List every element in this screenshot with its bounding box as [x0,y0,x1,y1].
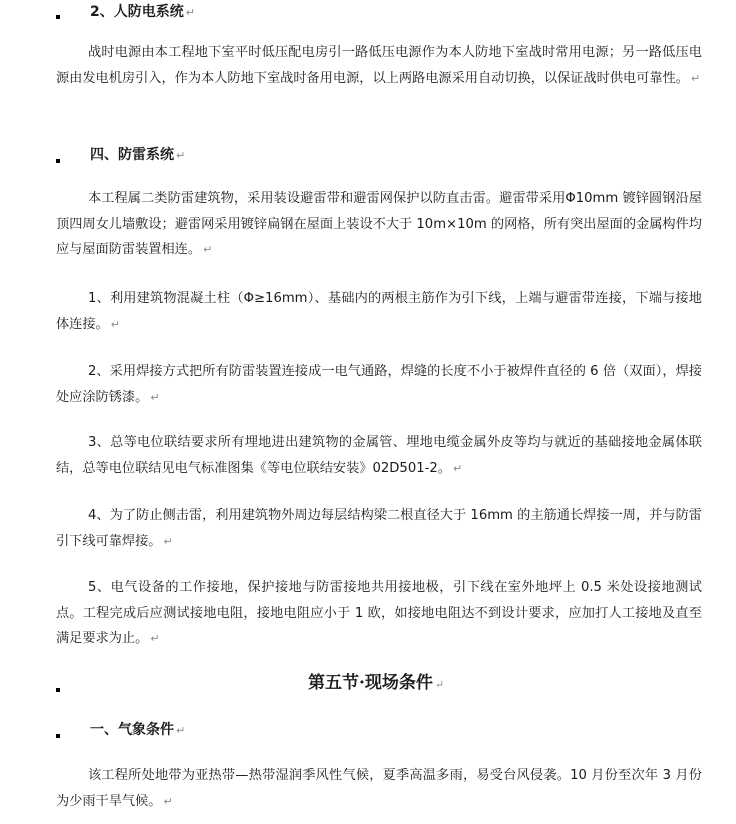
paragraph-lightning-item-2 [56,359,702,410]
paragraph-text: 该工程所处地带为亚热带—热带湿润季风性气候，夏季高温多雨，易受台风侵袭。10 月份至次年 3 月份为少雨干旱气候。 [56,768,702,809]
bullet-marker [56,688,60,692]
heading-text: 四、防雷系统 [90,147,174,163]
heading-text: 2、人防电系统 [90,4,184,20]
chapter-title-site-conditions [308,671,444,697]
bullet-marker [56,734,60,738]
paragraph-lightning-item-3 [56,430,702,481]
paragraph-mark-icon: ↵ [203,243,213,256]
paragraph-weather [56,763,702,814]
paragraph-lightning-item-5 [56,575,702,652]
chapter-title-text: 第五节·现场条件 [308,673,433,693]
paragraph-civil-defense-power [56,40,702,91]
paragraph-text: 3、总等电位联结要求所有埋地进出建筑物的金属管、埋地电缆金属外皮等均与就近的基础接地金属体联结，总等电位联结见电气标准图集《等电位联结安装》02D501-2。 [56,435,702,476]
paragraph-text: 本工程属二类防雷建筑物，采用装设避雷带和避雷网保护以防直击雷。避雷带采用Φ10mm 镀锌圆钢沿屋顶四周女儿墙敷设；避雷网采用镀锌扁钢在屋面上装设不大于 10m×10m 的网格，所有突出屋面的金属构件均应与屋面防雷装置相连。 [56,191,702,257]
section-heading-civil-defense-power [90,2,195,23]
paragraph-mark-icon: ↵ [150,632,160,645]
paragraph-mark-icon: ↵ [185,6,195,19]
paragraph-lightning-item-4 [56,503,702,554]
paragraph-text: 4、为了防止侧击雷，利用建筑物外周边每层结构梁二根直径大于 16mm 的主筋通长焊接一周，并与防雷引下线可靠焊接。 [56,508,702,549]
paragraph-text: 战时电源由本工程地下室平时低压配电房引一路低压电源作为本人防地下室战时常用电源；另一路低压电源由发电机房引入，作为本人防地下室战时备用电源，以上两路电源采用自动切换，以保证战时供电可靠性。 [56,45,702,86]
paragraph-lightning-item-1 [56,286,702,337]
paragraph-mark-icon: ↵ [452,461,463,475]
heading-text: 一、气象条件 [90,722,174,738]
paragraph-mark-icon: ↵ [110,317,120,331]
section-heading-lightning-protection [90,145,185,166]
section-heading-weather [90,720,185,741]
paragraph-mark-icon: ↵ [176,149,186,162]
bullet-marker [56,15,60,19]
paragraph-text: 5、电气设备的工作接地，保护接地与防雷接地共用接地极，引下线在室外地坪上 0.5 米处设接地测试点。工程完成后应测试接地电阻，接地电阻应小于 1 欧，如接地电阻达不到设计要求，应加打人工接地及直至满足要求为止。 [56,580,702,646]
paragraph-mark-icon: ↵ [163,534,173,548]
paragraph-mark-icon: ↵ [150,390,160,404]
paragraph-text: 2、采用焊接方式把所有防雷装置连接成一电气通路，焊缝的长度不小于被焊件直径的 6 倍（双面），焊接处应涂防锈漆。 [56,364,702,405]
paragraph-mark-icon: ↵ [163,794,173,808]
paragraph-lightning-intro [56,186,702,263]
bullet-marker [56,159,60,163]
paragraph-mark-icon: ↵ [176,724,186,737]
paragraph-mark-icon: ↵ [691,71,701,85]
paragraph-text: 1、利用建筑物混凝土柱（Φ≥16mm）、基础内的两根主筋作为引下线，上端与避雷带连接，下端与接地体连接。 [56,291,702,332]
paragraph-mark-icon: ↵ [434,678,445,691]
